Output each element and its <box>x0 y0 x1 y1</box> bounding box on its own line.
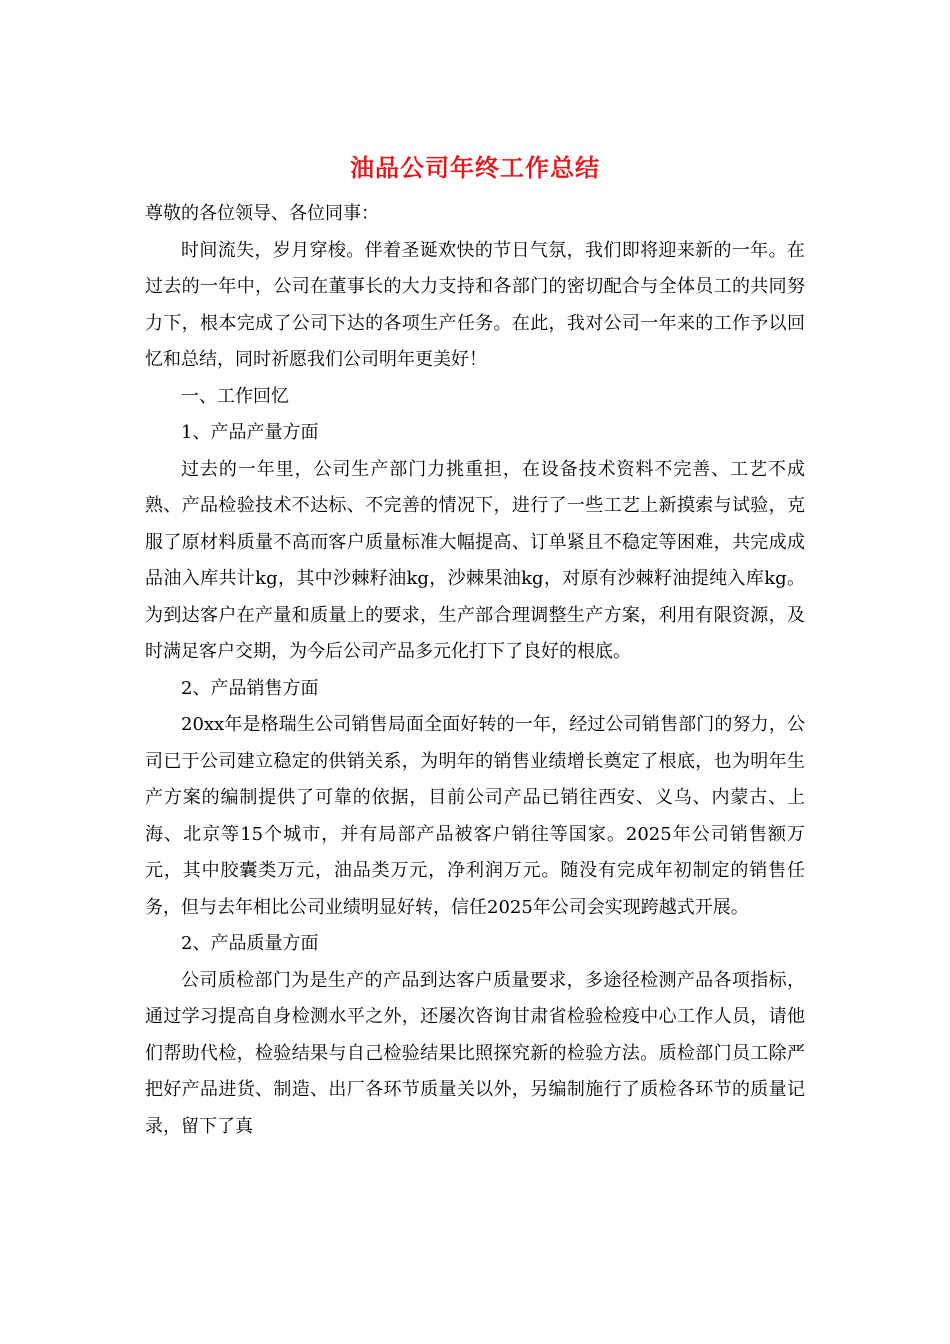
quality-paragraph: 公司质检部门为是生产的产品到达客户质量要求，多途径检测产品各项指标，通过学习提高自身检测水平之外，还屡次咨询甘肃省检验检疫中心工作人员，请他们帮助代检，检验结果与自己检验结果比照探究新的检验方法。质检部门员工除严把好产品进货、制造、出厂各环节质量关以外，另编制施行了质检各环节的质量记录，留下了真 <box>145 969 805 1137</box>
greeting-paragraph: 尊敬的各位领导、各位同事： <box>145 203 379 224</box>
sales-paragraph: 20xx年是格瑞生公司销售局面全面好转的一年，经过公司销售部门的努力，公司已于公司建立稳定的供销关系，为明年的销售业绩增长奠定了根底，也为明年生产方案的编制提供了可靠的依据，目前公司产品已销往西安、义乌、内蒙古、上海、北京等15个城市，并有局部产品被客户销往等国家。2025年公司销售额万元，其中胶囊类万元，油品类万元，净利润万元。随没有完成年初制定的销售任务，但与去年相比公司业绩明显好转，信任2025年公司会实现跨越式开展。 <box>145 714 805 918</box>
subsection-heading-output: 1、产品产量方面 <box>181 422 319 443</box>
subsection-heading-sales: 2、产品销售方面 <box>181 677 319 699</box>
output-paragraph: 过去的一年里，公司生产部门力挑重担，在设备技术资料不完善、工艺不成熟、产品检验技术不达标、不完善的情况下，进行了一些工艺上新摸索与试验，克服了原材料质量不高而客户质量标准大幅提高、订单紧且不稳定等困难，共完成成品油入库共计kg，其中沙棘籽油kg，沙棘果油kg，对原有沙棘籽油提纯入库kg。为到达客户在产量和质量上的要求，生产部合理调整生产方案，利用有限资源，及时满足客户交期，为今后公司产品多元化打下了良好的根底。 <box>145 458 805 662</box>
section-heading-work-review: 一、工作回忆 <box>181 385 289 407</box>
document-body <box>145 196 805 1145</box>
intro-paragraph: 时间流失，岁月穿梭。伴着圣诞欢快的节日气氛，我们即将迎来新的一年。在过去的一年中，公司在董事长的大力支持和各部门的密切配合与全体员工的共同努力下，根本完成了公司下达的各项生产任务。在此，我对公司一年来的工作予以回忆和总结，同时祈愿我们公司明年更美好！ <box>145 239 805 370</box>
subsection-heading-quality: 2、产品质量方面 <box>181 933 319 954</box>
document-title: 油品公司年终工作总结 <box>350 153 600 182</box>
